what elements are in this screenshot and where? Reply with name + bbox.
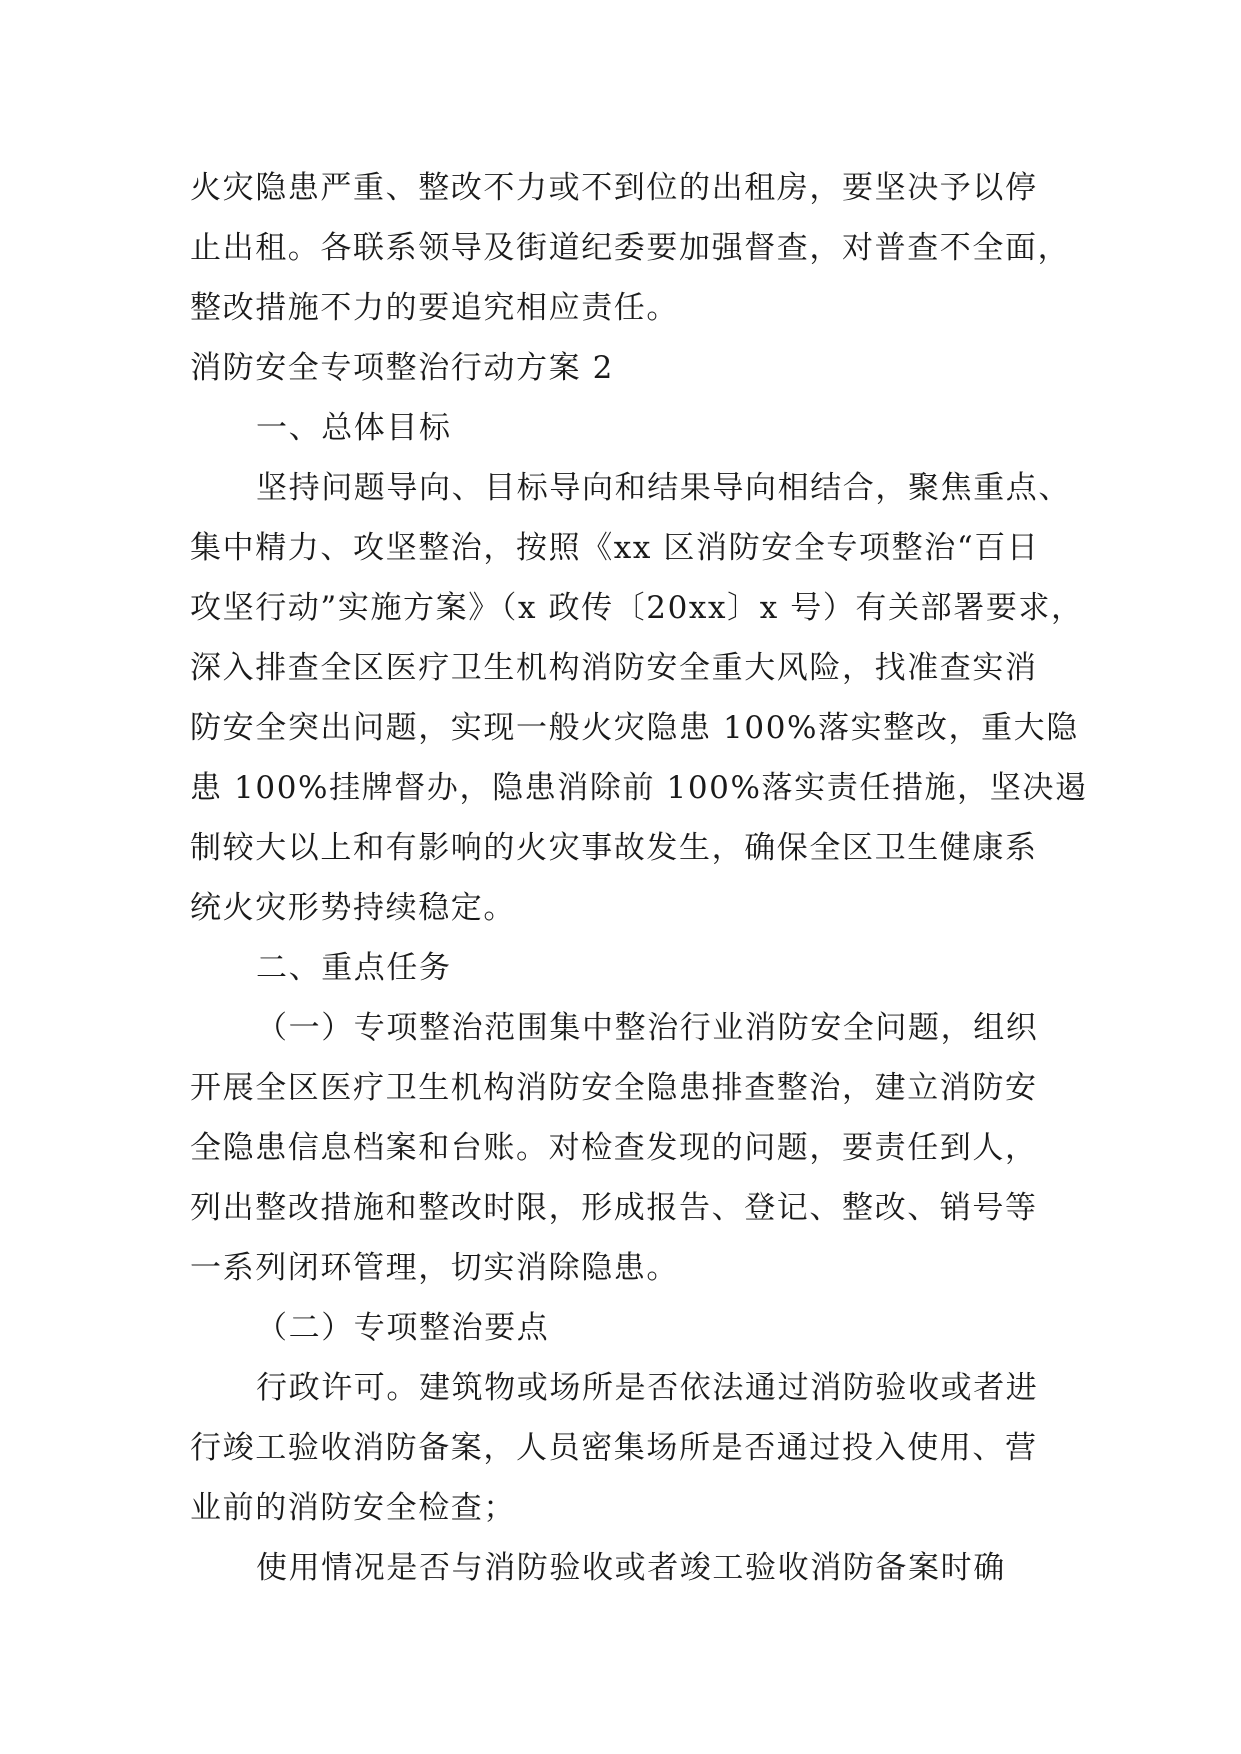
body-text-line: 业前的消防安全检查； bbox=[190, 1490, 516, 1526]
body-text-line: 统火灾形势持续稳定。 bbox=[190, 890, 516, 926]
body-text-line: 制较大以上和有影响的火灾事故发生，确保全区卫生健康系 bbox=[190, 830, 1038, 866]
body-text-line: 全隐患信息档案和台账。对检查发现的问题，要责任到人， bbox=[190, 1130, 1038, 1166]
body-text-line: 开展全区医疗卫生机构消防安全隐患排查整治，建立消防安 bbox=[190, 1070, 1038, 1106]
section-title: 消防安全专项整治行动方案 2 bbox=[190, 350, 614, 386]
body-text-line: 深入排查全区医疗卫生机构消防安全重大风险，找准查实消 bbox=[190, 650, 1038, 686]
body-text-line: 患 100%挂牌督办，隐患消除前 100%落实责任措施，坚决遏 bbox=[190, 770, 1088, 806]
document-page bbox=[190, 158, 1088, 1598]
body-text-line: 行竣工验收消防备案，人员密集场所是否通过投入使用、营 bbox=[190, 1430, 1038, 1466]
body-text-line: 攻坚行动”实施方案》（x 政传〔20xx〕x 号）有关部署要求， bbox=[190, 590, 1084, 626]
heading-key-tasks: 二、重点任务 bbox=[256, 950, 452, 986]
body-text-line: 集中精力、攻坚整治，按照《xx 区消防安全专项整治“百日 bbox=[190, 530, 1040, 566]
body-text-line: （一）专项整治范围集中整治行业消防安全问题，组织 bbox=[256, 1010, 1039, 1046]
body-text-line: 行政许可。建筑物或场所是否依法通过消防验收或者进 bbox=[256, 1370, 1039, 1406]
body-text-line: 列出整改措施和整改时限，形成报告、登记、整改、销号等 bbox=[190, 1190, 1038, 1226]
body-text-line: 使用情况是否与消防验收或者竣工验收消防备案时确 bbox=[256, 1550, 1006, 1586]
body-text-line: 火灾隐患严重、整改不力或不到位的出租房，要坚决予以停 bbox=[190, 170, 1038, 206]
body-text-line: 止出租。各联系领导及街道纪委要加强督查，对普查不全面， bbox=[190, 230, 1071, 266]
body-text-line: 坚持问题导向、目标导向和结果导向相结合，聚焦重点、 bbox=[256, 470, 1071, 506]
body-text-line: 一系列闭环管理，切实消除隐患。 bbox=[190, 1250, 679, 1286]
heading-overall-goal: 一、总体目标 bbox=[256, 410, 452, 446]
body-text-line: 整改措施不力的要追究相应责任。 bbox=[190, 290, 679, 326]
subheading-key-points: （二）专项整治要点 bbox=[256, 1310, 550, 1346]
body-text-line: 防安全突出问题，实现一般火灾隐患 100%落实整改，重大隐 bbox=[190, 710, 1079, 746]
